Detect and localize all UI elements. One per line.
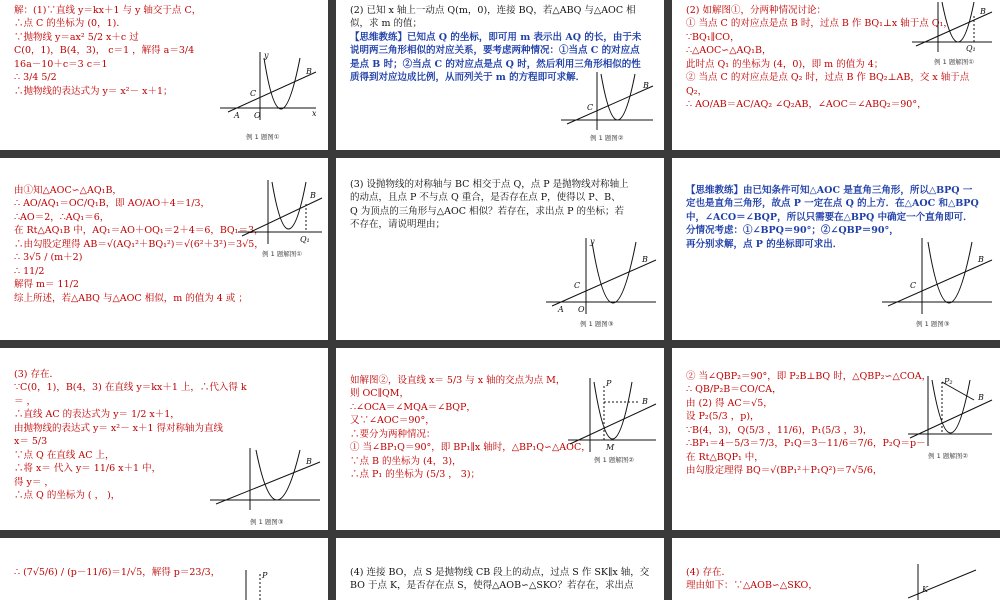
label-b: B [980, 7, 986, 16]
slide-6 [672, 158, 1000, 340]
text-line: ② 当∠QBP₂＝90°，即 P₂B⊥BQ 时，△QBP₂∽△COA， [686, 371, 932, 382]
text-line: ∴ QB/P₂B＝CO/CA， [686, 384, 782, 396]
label-b: B [642, 255, 648, 264]
text-line: 由抛物线的表达式 y＝ x²－ x＋1 得对称轴为直线 [14, 422, 224, 434]
text-line: ② 当点 C 的对应点是点 Q₂ 时，过点 B 作 BQ₂⊥AB，交 x 轴于点 [686, 72, 970, 84]
label-b: B [310, 191, 316, 200]
text-line: 在 Rt△BQP₁ 中， [686, 451, 764, 463]
text-line: ∴直线 AC 的表达式为 y＝ 1/2 x＋1， [14, 409, 180, 421]
text-line: ∵抛物线 y＝ax² 5/2 x＋c 过 [14, 31, 139, 43]
label-b: B [306, 67, 312, 76]
text-line: ∴点 P₁ 的坐标为 (5/3 ， 3)； [350, 469, 481, 481]
text-line: ∴BP₁＝4－5/3＝7/3，P₁Q＝3－11/6＝7/6，P₂Q＝p－ [686, 438, 926, 450]
label-q1: Q₁ [300, 235, 310, 244]
label-m: M [606, 443, 615, 452]
slide-2 [336, 0, 664, 150]
figure-caption: 例 1 题图③ [580, 320, 614, 328]
label-b: B [306, 457, 312, 466]
text-line: BO 于点 K，是否存在点 S，使得△AOB∽△SKO？若存在，求出点 [350, 580, 634, 592]
label-b: B [978, 393, 984, 402]
text-line: ∴ AO/AB＝AC/AQ₂ ∠Q₂AB，∠AOC＝∠ABQ₂＝90°， [686, 99, 927, 111]
text-line: 得 y＝ ， [14, 476, 54, 488]
text-line: ∵点 Q 在直线 AC 上， [14, 449, 115, 461]
parabola-figure [882, 236, 994, 316]
label-k: K [922, 585, 928, 594]
text-line: 由 (2) 得 AC＝√5， [686, 397, 773, 409]
text-line: 由勾股定理得 BQ＝√(BP₁²＋P₁Q²)＝7√5/6， [686, 465, 883, 477]
label-c: C [587, 103, 594, 112]
text-line: ∴将 x＝ 代入 y＝ 11/6 x＋1 中， [14, 463, 162, 475]
tip-line: 定也是直角三角形，故点 P 一定在点 Q 的上方．在△AOC 和△BPQ [686, 198, 979, 210]
text-line: (4) 连接 BO，点 S 是抛物线 CB 段上的动点，过点 S 作 SK∥x 轴，交 [350, 567, 650, 578]
text-line: 16a－10＋c＝3 c＝1 [14, 58, 108, 70]
parabola-figure [210, 446, 322, 512]
text-line: ∵B(4，3)，Q(5/3 ，11/6)，P₁(5/3 ，3)， [686, 424, 873, 436]
label-b: B [642, 397, 648, 406]
text-line: ∴AO＝2，∴AQ₁＝6， [14, 211, 110, 223]
text-line: (2) 如解图①，分两种情况讨论： [686, 5, 826, 16]
text-line: Q 为顶点的三角形与△AOC 相似？若存在，求出点 P 的坐标；若 [350, 205, 624, 217]
parabola-figure [236, 568, 276, 600]
text-line: x＝ 5/3 [14, 436, 48, 448]
text-line: ∴ (7√5/6) / (p－11/6)＝1/√5，解得 p＝23/3， [14, 567, 221, 578]
text-line: 设 P₂(5/3 ，p)， [686, 411, 760, 423]
label-a: A [558, 305, 564, 314]
figure-caption: 例 1 题图③ [250, 518, 284, 526]
text-line: ∴点 C 的坐标为 (0，1)． [14, 18, 126, 30]
slide-11 [336, 538, 664, 600]
parabola-figure [238, 178, 324, 246]
text-line: (4) 存在． [686, 567, 731, 578]
tip-line: 质得到对应边成比例，从而列关于 m 的方程即可求解． [350, 72, 586, 84]
tip-line: 分情况考虑：①∠BPQ＝90°；②∠QBP＝90°， [686, 225, 899, 237]
text-line: 解得 m＝ 11/2 [14, 279, 79, 291]
text-line: 似，求 m 的值； [350, 18, 423, 30]
figure-caption: 例 1 题图① [246, 133, 280, 141]
label-a: A [234, 111, 240, 120]
label-o: O [254, 111, 261, 120]
slide-10 [0, 538, 328, 600]
text-line: (3) 设抛物线的对称轴与 BC 相交于点 Q，点 P 是抛物线对称轴上 [350, 179, 629, 190]
parabola-figure [546, 236, 658, 316]
label-c: C [910, 281, 917, 290]
text-line: ∴由勾股定理得 AB＝√(AQ₁²＋BQ₁²)＝√(6²＋3²)＝3√5， [14, 238, 264, 250]
label-c: C [574, 281, 581, 290]
text-line: 由①知△AOC∽△AQ₁B， [14, 185, 122, 196]
parabola-figure [912, 2, 994, 54]
text-line: ∴点 Q 的坐标为 ( ， )， [14, 490, 121, 502]
text-line: 此时点 Q₁ 的坐标为 (4，0)，即 m 的值为 4； [686, 58, 884, 70]
slide-12 [672, 538, 1000, 600]
slide-7 [0, 348, 328, 530]
tip-line: 中，∠ACO＝∠BQP，所以只需要在△BPQ 中确定一个直角即可． [686, 211, 973, 223]
parabola-figure [561, 70, 656, 132]
label-c: C [250, 89, 257, 98]
label-b: B [643, 81, 649, 90]
label-q1: Q₁ [966, 44, 976, 53]
text-line: ＝ ， [14, 395, 37, 407]
text-line: ∴ 3/4 5/2 [14, 72, 57, 84]
text-line: 则 OC∥QM， [350, 388, 409, 400]
slide-5 [336, 158, 664, 340]
text-line: ∴要分为两种情况： [350, 428, 436, 440]
text-line: ∵点 B 的坐标为 (4，3)， [350, 455, 462, 467]
text-line: ∴∠OCA＝∠MQA＝∠BQP， [350, 401, 476, 413]
label-x: x [312, 109, 317, 118]
slide-9 [672, 348, 1000, 530]
text-line: ∴ 3√5 / (m＋2) [14, 252, 83, 264]
parabola-figure [568, 376, 658, 454]
text-line: ① 当点 C 的对应点是点 B 时，过点 B 作 BQ₁⊥x 轴于点 Q₁， [686, 18, 953, 30]
text-line: 如解图②，设直线 x＝ 5/3 与 x 轴的交点为点 M， [350, 375, 566, 386]
label-b: B [978, 255, 984, 264]
label-y: y [264, 51, 269, 60]
text-line: ∵C(0，1)，B(4，3) 在直线 y＝kx＋1 上，∴代入得 k [14, 382, 247, 394]
figure-caption: 例 1 题图③ [916, 320, 950, 328]
label-p: P [606, 379, 612, 388]
parabola-figure [220, 50, 320, 122]
text-line: 理由如下：∵△AOB∽△SKO， [686, 580, 818, 592]
tip-line: 说明两三角形相似的对应关系，要考虑两种情况：①当点 C 的对应点 [350, 45, 640, 57]
parabola-figure [908, 562, 978, 600]
figure-caption: 例 1 题解图② [594, 456, 635, 464]
text-line: ∴ 11/2 [14, 265, 45, 277]
text-line: 的动点，且点 P 不与点 Q 重合，是否存在点 P，使得以 P、B、 [350, 192, 621, 204]
figure-caption: 例 1 题解图① [934, 58, 975, 66]
tip-line: 【思维教练】由已知条件可知△AOC 是直角三角形，所以△BPQ 一 [686, 185, 973, 196]
figure-caption: 例 1 题解图② [928, 452, 969, 460]
tip-line: 再分别求解，点 P 的坐标即可求出． [686, 238, 843, 250]
text-line: 综上所述，若△ABQ 与△AOC 相似，m 的值为 4 或 ； [14, 292, 248, 304]
parabola-figure [908, 374, 994, 448]
tip-line: 是点 B 时；②当点 C 的对应点是点 Q 时，然后利用三角形相似的性 [350, 58, 641, 70]
label-o: O [578, 305, 585, 314]
text-line: 不存在，请说明理由； [350, 219, 446, 231]
label-y: y [590, 237, 595, 246]
text-line: 又∵∠AOC＝90°， [350, 415, 435, 427]
label-p2: P₂ [944, 377, 953, 386]
text-line: 在 Rt△AQ₁B 中，AQ₁＝AO＋OQ₁＝2＋4＝6，BQ₁＝3， [14, 225, 264, 237]
text-line: ∴ AO/AQ₁＝OC/Q₁B，即 AO/AO＋4＝1/3， [14, 198, 211, 210]
slide-3 [672, 0, 1000, 150]
text-line: ∴抛物线的表达式为 y＝ x²－ x＋1； [14, 85, 173, 97]
slide-1 [0, 0, 328, 150]
text-line: 解：(1)∵直线 y＝kx＋1 与 y 轴交于点 C， [14, 5, 202, 16]
figure-caption: 例 1 题解图① [262, 250, 303, 258]
slide-4 [0, 158, 328, 340]
tip-line: 【思维教练】已知点 Q 的坐标，即可用 m 表示出 AQ 的长，由于未 [350, 31, 642, 43]
text-line: C(0，1)，B(4，3)， c＝1 ，解得 a＝3/4 [14, 45, 195, 57]
text-line: ∴△AOC∽△AQ₁B， [686, 45, 772, 57]
text-line: Q₂， [686, 85, 708, 97]
slide-8 [336, 348, 664, 530]
figure-caption: 例 1 题图② [590, 134, 624, 142]
text-line: ∵BQ₁∥CO， [686, 31, 740, 43]
label-p: P [262, 571, 268, 580]
text-line: (3) 存在． [14, 369, 59, 380]
text-line: ① 当∠BP₁Q＝90°，即 BP₁∥x 轴时，△BP₁Q∽△AOC， [350, 442, 591, 454]
text-line: (2) 已知 x 轴上一动点 Q(m，0)，连接 BQ，若△ABQ 与△AOC 相 [350, 5, 636, 16]
